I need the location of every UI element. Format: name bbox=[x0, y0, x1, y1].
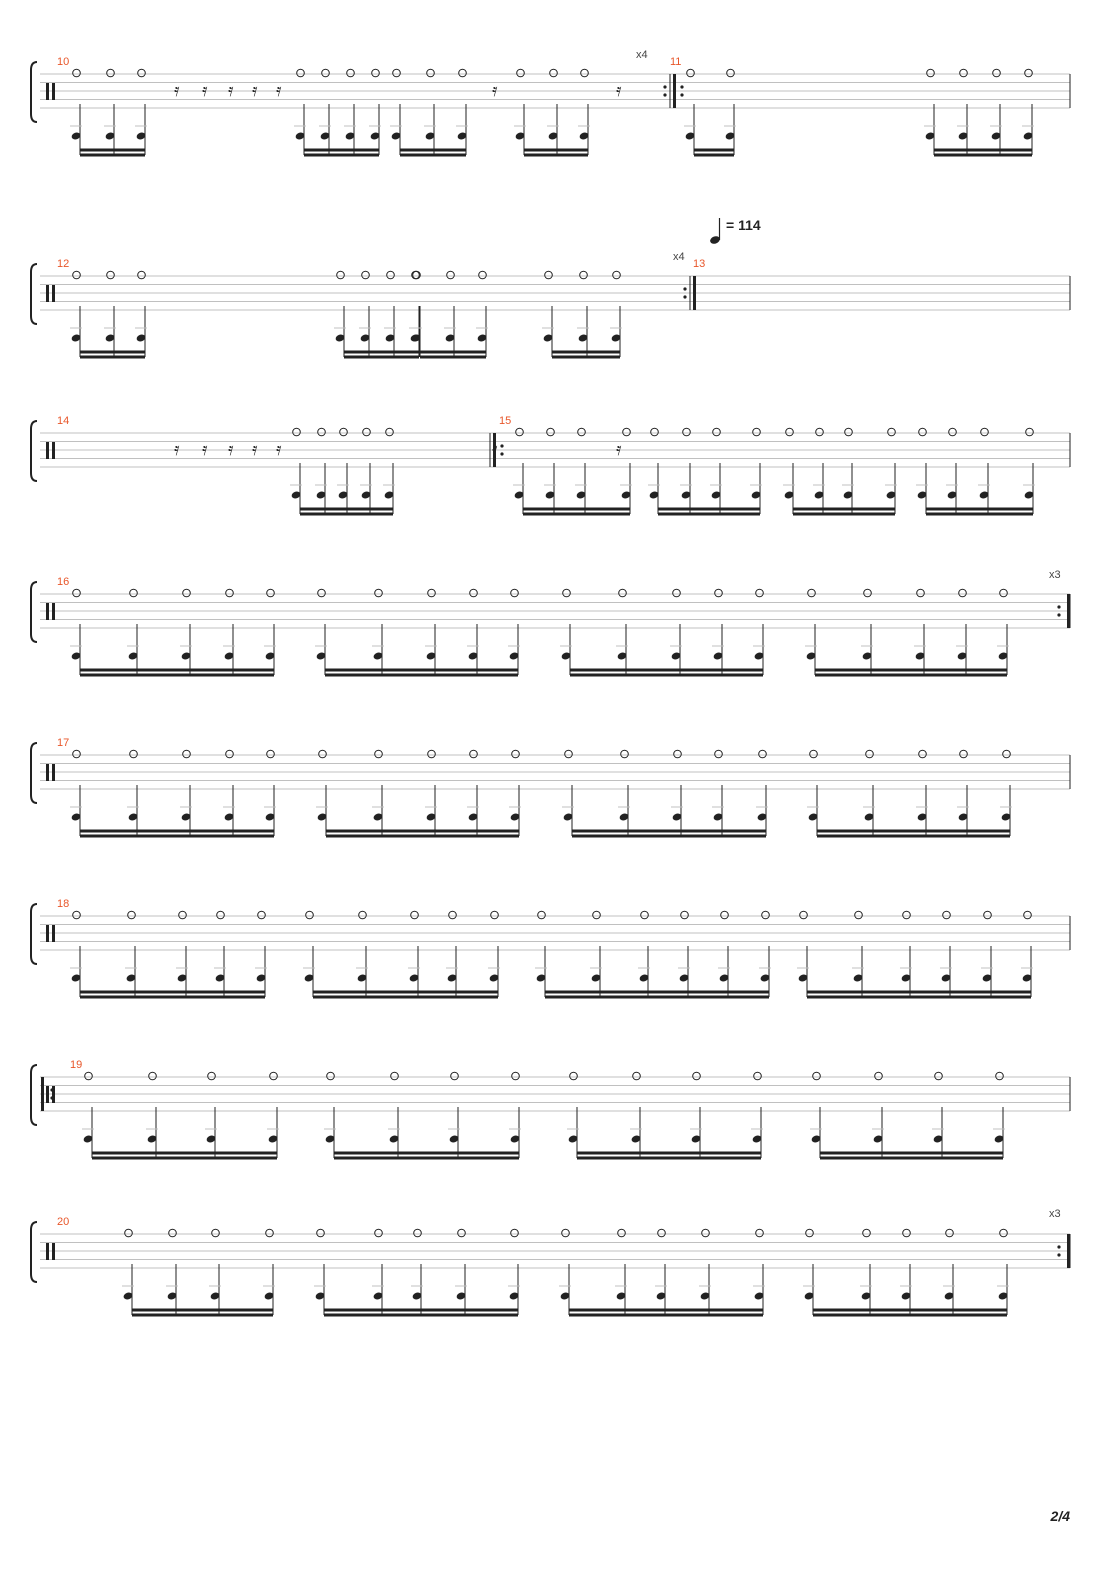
percussion-clef bbox=[46, 83, 49, 100]
system-bracket bbox=[31, 743, 37, 803]
percussion-clef bbox=[46, 603, 49, 620]
cymbal-note bbox=[753, 428, 761, 436]
cymbal-note bbox=[226, 750, 234, 758]
percussion-clef bbox=[46, 925, 49, 942]
cymbal-note bbox=[786, 428, 794, 436]
cymbal-note bbox=[808, 589, 816, 597]
cymbal-note bbox=[875, 1072, 883, 1080]
cymbal-note bbox=[866, 750, 874, 758]
cymbal-note bbox=[130, 589, 138, 597]
rest-symbol: 𝄿 bbox=[228, 80, 234, 101]
cymbal-note bbox=[623, 428, 631, 436]
cymbal-note bbox=[762, 911, 770, 919]
cymbal-note bbox=[226, 589, 234, 597]
cymbal-note bbox=[919, 428, 927, 436]
cymbal-note bbox=[813, 1072, 821, 1080]
rest-symbol: 𝄿 bbox=[616, 439, 622, 460]
cymbal-note bbox=[919, 750, 927, 758]
percussion-clef bbox=[52, 285, 55, 302]
repeat-dot bbox=[680, 93, 683, 96]
cymbal-note bbox=[613, 271, 621, 279]
cymbal-note bbox=[179, 911, 187, 919]
cymbal-note bbox=[318, 428, 326, 436]
cymbal-note bbox=[855, 911, 863, 919]
percussion-clef bbox=[52, 1243, 55, 1260]
barline-thick bbox=[1067, 594, 1070, 628]
staff-system bbox=[31, 737, 1070, 836]
cymbal-note bbox=[538, 911, 546, 919]
percussion-clef bbox=[52, 83, 55, 100]
cymbal-note bbox=[270, 1072, 278, 1080]
cymbal-note bbox=[683, 428, 691, 436]
rest-symbol: 𝄿 bbox=[202, 80, 208, 101]
cymbal-note bbox=[470, 750, 478, 758]
cymbal-note bbox=[903, 1229, 911, 1237]
cymbal-note bbox=[935, 1072, 943, 1080]
system-bracket bbox=[31, 1222, 37, 1282]
cymbal-note bbox=[687, 69, 695, 77]
cymbal-note bbox=[949, 428, 957, 436]
percussion-clef bbox=[52, 603, 55, 620]
cymbal-note bbox=[511, 589, 519, 597]
cymbal-note bbox=[547, 428, 555, 436]
cymbal-note bbox=[517, 69, 525, 77]
cymbal-note bbox=[727, 69, 735, 77]
rest-symbol: 𝄿 bbox=[174, 80, 180, 101]
cymbal-note bbox=[578, 428, 586, 436]
cymbal-note bbox=[1026, 428, 1034, 436]
cymbal-note bbox=[306, 911, 314, 919]
cymbal-note bbox=[428, 589, 436, 597]
cymbal-note bbox=[428, 750, 436, 758]
repeat-dot bbox=[500, 452, 503, 455]
staff-system bbox=[31, 251, 1070, 357]
measure-number: 15 bbox=[499, 415, 512, 427]
cymbal-note bbox=[183, 750, 191, 758]
cymbal-note bbox=[375, 1229, 383, 1237]
cymbal-note bbox=[800, 911, 808, 919]
repeat-dot bbox=[1057, 605, 1060, 608]
cymbal-note bbox=[927, 69, 935, 77]
cymbal-note bbox=[138, 271, 146, 279]
cymbal-note bbox=[959, 589, 967, 597]
cymbal-note bbox=[73, 589, 81, 597]
cymbal-note bbox=[267, 750, 275, 758]
percussion-clef bbox=[46, 1086, 49, 1103]
measure-number: 14 bbox=[57, 415, 70, 427]
cymbal-note bbox=[318, 589, 326, 597]
cymbal-note bbox=[550, 69, 558, 77]
repeat-dot bbox=[680, 85, 683, 88]
cymbal-note bbox=[128, 911, 136, 919]
percussion-clef bbox=[46, 285, 49, 302]
rest-symbol: 𝄿 bbox=[276, 80, 282, 101]
cymbal-note bbox=[845, 428, 853, 436]
cymbal-note bbox=[258, 911, 266, 919]
repeat-dot bbox=[50, 1088, 53, 1091]
barline-thick bbox=[693, 276, 696, 310]
rest-symbol: 𝄿 bbox=[252, 80, 258, 101]
cymbal-note bbox=[806, 1229, 814, 1237]
cymbal-note bbox=[138, 69, 146, 77]
rest-symbol: 𝄿 bbox=[228, 439, 234, 460]
system-bracket bbox=[31, 904, 37, 964]
cymbal-note bbox=[319, 750, 327, 758]
cymbal-note bbox=[375, 750, 383, 758]
repeat-dot bbox=[663, 93, 666, 96]
cymbal-note bbox=[427, 69, 435, 77]
cymbal-note bbox=[581, 69, 589, 77]
cymbal-note bbox=[347, 69, 355, 77]
cymbal-note bbox=[693, 1072, 701, 1080]
cymbal-note bbox=[169, 1229, 177, 1237]
cymbal-note bbox=[212, 1229, 220, 1237]
measure-number: 20 bbox=[57, 1216, 70, 1228]
cymbal-note bbox=[322, 69, 330, 77]
cymbal-note bbox=[387, 271, 395, 279]
cymbal-note bbox=[73, 69, 81, 77]
cymbal-note bbox=[713, 428, 721, 436]
cymbal-note bbox=[1000, 589, 1008, 597]
cymbal-note bbox=[511, 1229, 519, 1237]
staff-system bbox=[31, 569, 1070, 675]
repeat-dot bbox=[683, 295, 686, 298]
system-bracket bbox=[31, 264, 37, 324]
cymbal-note bbox=[759, 750, 767, 758]
cymbal-note bbox=[1000, 1229, 1008, 1237]
cymbal-note bbox=[658, 1229, 666, 1237]
cymbal-note bbox=[125, 1229, 133, 1237]
cymbal-note bbox=[1024, 911, 1032, 919]
cymbal-note bbox=[516, 428, 524, 436]
cymbal-note bbox=[458, 1229, 466, 1237]
cymbal-note bbox=[816, 428, 824, 436]
cymbal-note bbox=[618, 1229, 626, 1237]
cymbal-note bbox=[863, 1229, 871, 1237]
barline-thick bbox=[1067, 1234, 1070, 1268]
cymbal-note bbox=[208, 1072, 216, 1080]
cymbal-note bbox=[563, 589, 571, 597]
cymbal-note bbox=[393, 69, 401, 77]
percussion-clef bbox=[52, 442, 55, 459]
cymbal-note bbox=[633, 1072, 641, 1080]
cymbal-note bbox=[721, 911, 729, 919]
page-number: 2/4 bbox=[1050, 1508, 1070, 1524]
system-bracket bbox=[31, 1065, 37, 1125]
cymbal-note bbox=[756, 589, 764, 597]
measure-number: 13 bbox=[693, 258, 706, 270]
cymbal-note bbox=[267, 589, 275, 597]
measure-number: 11 bbox=[670, 56, 682, 68]
cymbal-note bbox=[917, 589, 925, 597]
rest-symbol: 𝄿 bbox=[202, 439, 208, 460]
repeat-dot bbox=[1057, 613, 1060, 616]
cymbal-note bbox=[984, 911, 992, 919]
cymbal-note bbox=[619, 589, 627, 597]
barline-thick bbox=[41, 1077, 44, 1111]
repeat-dot bbox=[500, 444, 503, 447]
cymbal-note bbox=[562, 1229, 570, 1237]
cymbal-note bbox=[943, 911, 951, 919]
rest-symbol: 𝄿 bbox=[276, 439, 282, 460]
cymbal-note bbox=[149, 1072, 157, 1080]
cymbal-note bbox=[73, 271, 81, 279]
cymbal-note bbox=[888, 428, 896, 436]
cymbal-note bbox=[73, 750, 81, 758]
cymbal-note bbox=[673, 589, 681, 597]
cymbal-note bbox=[470, 589, 478, 597]
cymbal-note bbox=[107, 69, 115, 77]
repeat-dot bbox=[1057, 1245, 1060, 1248]
cymbal-note bbox=[183, 589, 191, 597]
measure-number: 17 bbox=[57, 737, 70, 749]
repeat-count: x4 bbox=[673, 251, 685, 263]
repeat-count: x3 bbox=[1049, 1208, 1061, 1220]
cymbal-note bbox=[810, 750, 818, 758]
tempo-marking: = 114 bbox=[726, 217, 761, 233]
repeat-count: x3 bbox=[1049, 569, 1061, 581]
cymbal-note bbox=[459, 69, 467, 77]
cymbal-note bbox=[340, 428, 348, 436]
cymbal-note bbox=[621, 750, 629, 758]
rest-symbol: 𝄿 bbox=[252, 439, 258, 460]
cymbal-note bbox=[363, 428, 371, 436]
cymbal-note bbox=[130, 750, 138, 758]
percussion-clef bbox=[46, 442, 49, 459]
measure-number: 16 bbox=[57, 576, 70, 588]
cymbal-note bbox=[73, 911, 81, 919]
rest-symbol: 𝄿 bbox=[174, 439, 180, 460]
cymbal-note bbox=[107, 271, 115, 279]
cymbal-note bbox=[674, 750, 682, 758]
cymbal-note bbox=[981, 428, 989, 436]
cymbal-note bbox=[996, 1072, 1004, 1080]
repeat-count: x4 bbox=[636, 49, 648, 61]
barline-thick bbox=[673, 74, 676, 108]
measure-number: 18 bbox=[57, 898, 70, 910]
cymbal-note bbox=[715, 589, 723, 597]
repeat-dot bbox=[1057, 1253, 1060, 1256]
cymbal-note bbox=[756, 1229, 764, 1237]
cymbal-note bbox=[386, 428, 394, 436]
cymbal-note bbox=[545, 271, 553, 279]
repeat-dot bbox=[50, 1096, 53, 1099]
cymbal-note bbox=[293, 428, 301, 436]
cymbal-note bbox=[491, 911, 499, 919]
cymbal-note bbox=[451, 1072, 459, 1080]
cymbal-note bbox=[449, 911, 457, 919]
cymbal-note bbox=[1025, 69, 1033, 77]
repeat-dot bbox=[663, 85, 666, 88]
cymbal-note bbox=[681, 911, 689, 919]
cymbal-note bbox=[266, 1229, 274, 1237]
repeat-dot bbox=[683, 287, 686, 290]
cymbal-note bbox=[651, 428, 659, 436]
cymbal-note bbox=[297, 69, 305, 77]
cymbal-note bbox=[1003, 750, 1011, 758]
cymbal-note bbox=[337, 271, 345, 279]
cymbal-note bbox=[960, 750, 968, 758]
rest-symbol: 𝄿 bbox=[492, 439, 498, 460]
cymbal-note bbox=[864, 589, 872, 597]
rest-symbol: 𝄿 bbox=[492, 80, 498, 101]
cymbal-note bbox=[512, 750, 520, 758]
cymbal-note bbox=[993, 69, 1001, 77]
measure-number: 19 bbox=[70, 1059, 83, 1071]
cymbal-note bbox=[946, 1229, 954, 1237]
cymbal-note bbox=[372, 69, 380, 77]
cymbal-note bbox=[715, 750, 723, 758]
cymbal-note bbox=[570, 1072, 578, 1080]
cymbal-note bbox=[565, 750, 573, 758]
cymbal-note bbox=[359, 911, 367, 919]
system-bracket bbox=[31, 582, 37, 642]
staff-system bbox=[31, 1059, 1070, 1158]
cymbal-note bbox=[411, 911, 419, 919]
percussion-clef bbox=[46, 1243, 49, 1260]
staff-system bbox=[31, 1208, 1070, 1315]
measure-number: 12 bbox=[57, 258, 70, 270]
cymbal-note bbox=[317, 1229, 325, 1237]
system-bracket bbox=[31, 421, 37, 481]
cymbal-note bbox=[375, 589, 383, 597]
measure-number: 10 bbox=[57, 56, 70, 68]
cymbal-note bbox=[580, 271, 588, 279]
staff-system bbox=[31, 49, 1070, 155]
cymbal-note bbox=[512, 1072, 520, 1080]
cymbal-note bbox=[641, 911, 649, 919]
percussion-clef bbox=[46, 764, 49, 781]
staff-system bbox=[31, 415, 1070, 514]
rest-symbol: 𝄿 bbox=[616, 80, 622, 101]
cymbal-note bbox=[754, 1072, 762, 1080]
percussion-clef bbox=[52, 925, 55, 942]
staff-system bbox=[31, 898, 1070, 997]
cymbal-note bbox=[479, 271, 487, 279]
cymbal-note bbox=[217, 911, 225, 919]
cymbal-note bbox=[85, 1072, 93, 1080]
percussion-clef bbox=[52, 764, 55, 781]
system-bracket bbox=[31, 62, 37, 122]
cymbal-note bbox=[593, 911, 601, 919]
cymbal-note bbox=[702, 1229, 710, 1237]
cymbal-note bbox=[362, 271, 370, 279]
cymbal-note bbox=[447, 271, 455, 279]
cymbal-note bbox=[903, 911, 911, 919]
cymbal-note bbox=[414, 1229, 422, 1237]
cymbal-note bbox=[960, 69, 968, 77]
cymbal-note bbox=[391, 1072, 399, 1080]
cymbal-note bbox=[327, 1072, 335, 1080]
